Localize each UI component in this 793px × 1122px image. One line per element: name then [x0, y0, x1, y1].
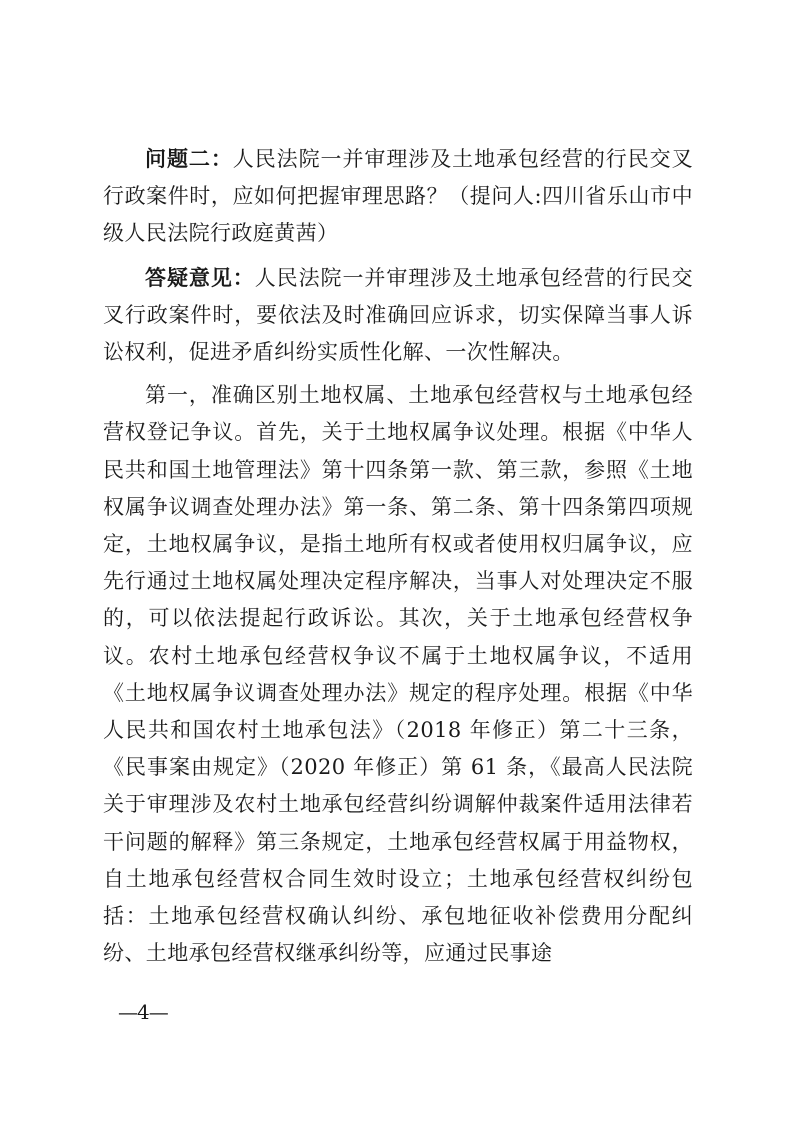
- question-label: 问题二：: [145, 146, 233, 171]
- body-paragraph-1: 第一，准确区别土地权属、土地承包经营权与土地承包经营权登记争议。首先，关于土地权属争议处理。根据《中华人民共和国土地管理法》第十四条第一款、第三款，参照《土地权属争议调查处理办法》第一条、第二条、第十四条第四项规定，土地权属争议，是指土地所有权或者使用权归属争议，应先行通过土地权属处理决定程序解决，当事人对处理决定不服的，可以依法提起行政诉讼。其次，关于土地承包经营权争议。农村土地承包经营权争议不属于土地权属争议，不适用《土地权属争议调查处理办法》规定的程序处理。根据《中华人民共和国农村土地承包法》（2018 年修正）第二十三条，《民事案由规定》（2020 年修正）第 61 条，《最高人民法院关于审理涉及农村土地承包经营纠纷调解仲裁案件适用法律若干问题的解释》第三条规定，土地承包经营权属于用益物权，自土地承包经营权合同生效时设立；土地承包经营权纠纷包括：土地承包经营权确认纠纷、承包地征收补偿费用分配纠纷、土地承包经营权继承纠纷等，应通过民事途: [103, 383, 693, 966]
- page-number: —4—: [118, 1000, 168, 1024]
- answer-text: 人民法院一并审理涉及土地承包经营的行民交叉行政案件时，要依法及时准确回应诉求，切实保障当事人诉讼权利，促进矛盾纠纷实质性化解、一次性解决。: [103, 265, 694, 365]
- document-body: [103, 140, 693, 972]
- question-paragraph: [103, 140, 693, 253]
- answer-label: 答疑意见：: [145, 264, 255, 290]
- answer-paragraph: [103, 259, 693, 372]
- question-text: 人民法院一并审理涉及土地承包经营的行民交叉行政案件时，应如何把握审理思路？（提问人:四川省乐山市中级人民法院行政庭黄茜）: [103, 147, 693, 246]
